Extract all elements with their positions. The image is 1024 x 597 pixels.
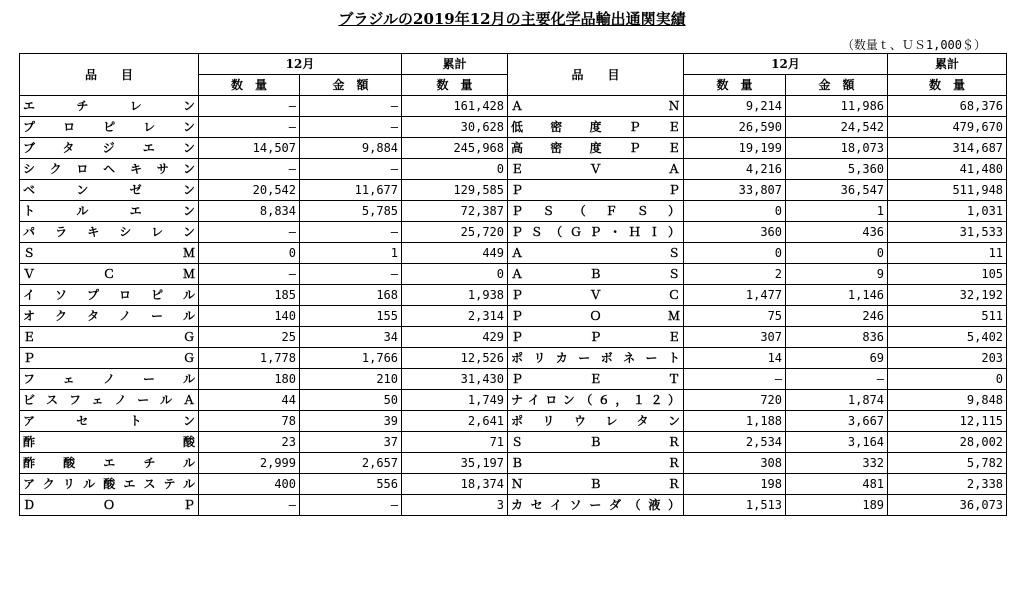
table-row	[20, 306, 1007, 327]
right-item-name: ＰＯＭ	[508, 306, 684, 327]
right-qty-cell: 2	[684, 264, 786, 285]
table-row	[20, 96, 1007, 117]
left-item-name: ＰＧ	[20, 348, 199, 369]
right-qty-cell: 33,807	[684, 180, 786, 201]
left-amt-cell: —	[300, 117, 402, 138]
left-cum-cell: 0	[402, 264, 508, 285]
left-item-name: イソプロピル	[20, 285, 199, 306]
table-row	[20, 348, 1007, 369]
right-item-name: ＢＲ	[508, 453, 684, 474]
left-cum-cell: 25,720	[402, 222, 508, 243]
right-cum-cell: 28,002	[888, 432, 1007, 453]
right-cum-cell: 31,533	[888, 222, 1007, 243]
right-amt-cell: 18,073	[786, 138, 888, 159]
table-row	[20, 390, 1007, 411]
right-item-name: ＰＳ（ＦＳ）	[508, 201, 684, 222]
right-item-name: ＡＢＳ	[508, 264, 684, 285]
left-amt-cell: 9,884	[300, 138, 402, 159]
left-qty-cell: 78	[199, 411, 300, 432]
left-amt-cell: 34	[300, 327, 402, 348]
left-amt-cell: 50	[300, 390, 402, 411]
left-item-name: 酢酸	[20, 432, 199, 453]
left-cum-cell: 2,314	[402, 306, 508, 327]
left-amt-cell: 39	[300, 411, 402, 432]
left-amt-cell: —	[300, 222, 402, 243]
header-qty-right: 数 量	[684, 75, 786, 96]
table-row	[20, 180, 1007, 201]
left-amt-cell: —	[300, 96, 402, 117]
right-qty-cell: 1,188	[684, 411, 786, 432]
header-cumulative-left: 累計	[402, 54, 508, 75]
left-qty-cell: 185	[199, 285, 300, 306]
left-item-name: 酢酸エチル	[20, 453, 199, 474]
right-cum-cell: 36,073	[888, 495, 1007, 516]
right-item-name: 低密度ＰＥ	[508, 117, 684, 138]
right-qty-cell: 1,477	[684, 285, 786, 306]
right-qty-cell: 9,214	[684, 96, 786, 117]
left-item-name: エチレン	[20, 96, 199, 117]
header-cum-qty-right: 数 量	[888, 75, 1007, 96]
left-qty-cell: 20,542	[199, 180, 300, 201]
right-amt-cell: 1,874	[786, 390, 888, 411]
left-item-name: パラキシレン	[20, 222, 199, 243]
right-amt-cell: 9	[786, 264, 888, 285]
right-item-name: ＳＢＲ	[508, 432, 684, 453]
right-qty-cell: 720	[684, 390, 786, 411]
right-item-name: ＰＰ	[508, 180, 684, 201]
left-cum-cell: 30,628	[402, 117, 508, 138]
right-item-name: ＮＢＲ	[508, 474, 684, 495]
right-cum-cell: 5,782	[888, 453, 1007, 474]
left-amt-cell: —	[300, 495, 402, 516]
right-cum-cell: 68,376	[888, 96, 1007, 117]
right-cum-cell: 0	[888, 369, 1007, 390]
right-item-name: カセイソーダ（液）	[508, 495, 684, 516]
left-amt-cell: 2,657	[300, 453, 402, 474]
right-amt-cell: 189	[786, 495, 888, 516]
left-cum-cell: 2,641	[402, 411, 508, 432]
left-amt-cell: 5,785	[300, 201, 402, 222]
right-item-name: ナイロン（６，１２）	[508, 390, 684, 411]
left-cum-cell: 1,749	[402, 390, 508, 411]
right-qty-cell: 75	[684, 306, 786, 327]
right-cum-cell: 5,402	[888, 327, 1007, 348]
right-cum-cell: 105	[888, 264, 1007, 285]
left-cum-cell: 12,526	[402, 348, 508, 369]
left-amt-cell: 168	[300, 285, 402, 306]
left-amt-cell: 1	[300, 243, 402, 264]
left-amt-cell: 1,766	[300, 348, 402, 369]
right-cum-cell: 203	[888, 348, 1007, 369]
left-qty-cell: 400	[199, 474, 300, 495]
header-qty-left: 数 量	[199, 75, 300, 96]
right-amt-cell: 24,542	[786, 117, 888, 138]
right-qty-cell: 14	[684, 348, 786, 369]
right-qty-cell: 308	[684, 453, 786, 474]
left-cum-cell: 3	[402, 495, 508, 516]
right-cum-cell: 2,338	[888, 474, 1007, 495]
right-amt-cell: 69	[786, 348, 888, 369]
left-qty-cell: 23	[199, 432, 300, 453]
left-qty-cell: 44	[199, 390, 300, 411]
left-cum-cell: 71	[402, 432, 508, 453]
right-cum-cell: 41,480	[888, 159, 1007, 180]
right-amt-cell: 481	[786, 474, 888, 495]
left-amt-cell: 11,677	[300, 180, 402, 201]
left-item-name: アセトン	[20, 411, 199, 432]
right-item-name: ポリウレタン	[508, 411, 684, 432]
left-item-name: プロピレン	[20, 117, 199, 138]
left-amt-cell: —	[300, 264, 402, 285]
left-qty-cell: 0	[199, 243, 300, 264]
left-amt-cell: 556	[300, 474, 402, 495]
right-item-name: ポリカーボネート	[508, 348, 684, 369]
table-row	[20, 243, 1007, 264]
left-cum-cell: 31,430	[402, 369, 508, 390]
right-cum-cell: 32,192	[888, 285, 1007, 306]
table-row	[20, 138, 1007, 159]
left-item-name: ＳＭ	[20, 243, 199, 264]
right-item-name: ＡＮ	[508, 96, 684, 117]
header-amount-right: 金 額	[786, 75, 888, 96]
header-item-right: 品 目	[508, 54, 684, 96]
left-cum-cell: 0	[402, 159, 508, 180]
left-qty-cell: —	[199, 222, 300, 243]
right-item-name: ＡＳ	[508, 243, 684, 264]
table-row	[20, 264, 1007, 285]
right-amt-cell: 3,667	[786, 411, 888, 432]
left-item-name: シクロヘキサン	[20, 159, 199, 180]
right-qty-cell: 19,199	[684, 138, 786, 159]
right-cum-cell: 1,031	[888, 201, 1007, 222]
right-cum-cell: 479,670	[888, 117, 1007, 138]
left-qty-cell: —	[199, 495, 300, 516]
right-qty-cell: —	[684, 369, 786, 390]
right-qty-cell: 1,513	[684, 495, 786, 516]
table-row	[20, 432, 1007, 453]
left-qty-cell: —	[199, 264, 300, 285]
right-qty-cell: 307	[684, 327, 786, 348]
right-amt-cell: 1,146	[786, 285, 888, 306]
right-amt-cell: 1	[786, 201, 888, 222]
right-cum-cell: 12,115	[888, 411, 1007, 432]
right-cum-cell: 511,948	[888, 180, 1007, 201]
table-row	[20, 159, 1007, 180]
left-qty-cell: 8,834	[199, 201, 300, 222]
left-cum-cell: 129,585	[402, 180, 508, 201]
right-qty-cell: 360	[684, 222, 786, 243]
table-body	[20, 96, 1007, 516]
right-cum-cell: 11	[888, 243, 1007, 264]
right-amt-cell: 332	[786, 453, 888, 474]
right-qty-cell: 198	[684, 474, 786, 495]
right-qty-cell: 26,590	[684, 117, 786, 138]
page-title-text: ブラジルの2019年12月の主要化学品輸出通関実績	[338, 10, 686, 28]
right-amt-cell: 246	[786, 306, 888, 327]
right-amt-cell: —	[786, 369, 888, 390]
table-row	[20, 201, 1007, 222]
left-amt-cell: 37	[300, 432, 402, 453]
left-qty-cell: 2,999	[199, 453, 300, 474]
left-item-name: ＥＧ	[20, 327, 199, 348]
left-item-name: トルエン	[20, 201, 199, 222]
right-qty-cell: 2,534	[684, 432, 786, 453]
header-item-left: 品 目	[20, 54, 199, 96]
right-cum-cell: 9,848	[888, 390, 1007, 411]
right-item-name: ＰＥＴ	[508, 369, 684, 390]
right-amt-cell: 3,164	[786, 432, 888, 453]
table-row	[20, 117, 1007, 138]
table-row	[20, 327, 1007, 348]
left-item-name: フェノール	[20, 369, 199, 390]
right-item-name: 高密度ＰＥ	[508, 138, 684, 159]
header-month-left: 12月	[199, 54, 402, 75]
left-amt-cell: 210	[300, 369, 402, 390]
left-cum-cell: 18,374	[402, 474, 508, 495]
right-amt-cell: 436	[786, 222, 888, 243]
table-row	[20, 411, 1007, 432]
table-row	[20, 222, 1007, 243]
left-item-name: オクタノール	[20, 306, 199, 327]
left-amt-cell: —	[300, 159, 402, 180]
left-cum-cell: 72,387	[402, 201, 508, 222]
header-cumulative-right: 累計	[888, 54, 1007, 75]
right-amt-cell: 5,360	[786, 159, 888, 180]
table-row	[20, 285, 1007, 306]
left-item-name: ＶＣＭ	[20, 264, 199, 285]
right-item-name: ＰＳ（ＧＰ・ＨＩ）	[508, 222, 684, 243]
page-title	[0, 8, 1024, 29]
right-qty-cell: 0	[684, 201, 786, 222]
right-qty-cell: 4,216	[684, 159, 786, 180]
right-amt-cell: 11,986	[786, 96, 888, 117]
left-qty-cell: 180	[199, 369, 300, 390]
left-cum-cell: 429	[402, 327, 508, 348]
header-cum-qty-left: 数 量	[402, 75, 508, 96]
unit-note: （数量ｔ、ＵＳ1,000＄）	[841, 38, 986, 52]
left-cum-cell: 245,968	[402, 138, 508, 159]
left-qty-cell: —	[199, 117, 300, 138]
table-row	[20, 474, 1007, 495]
table-row	[20, 495, 1007, 516]
right-item-name: ＰＶＣ	[508, 285, 684, 306]
table-row	[20, 453, 1007, 474]
header-amount-left: 金 額	[300, 75, 402, 96]
export-table	[19, 53, 1007, 516]
left-item-name: アクリル酸エステル	[20, 474, 199, 495]
left-amt-cell: 155	[300, 306, 402, 327]
left-qty-cell: 1,778	[199, 348, 300, 369]
left-item-name: ベンゼン	[20, 180, 199, 201]
right-amt-cell: 36,547	[786, 180, 888, 201]
left-item-name: ブタジエン	[20, 138, 199, 159]
right-amt-cell: 0	[786, 243, 888, 264]
left-item-name: ＤＯＰ	[20, 495, 199, 516]
right-cum-cell: 511	[888, 306, 1007, 327]
right-item-name: ＰＰＥ	[508, 327, 684, 348]
right-cum-cell: 314,687	[888, 138, 1007, 159]
right-qty-cell: 0	[684, 243, 786, 264]
left-qty-cell: 140	[199, 306, 300, 327]
right-item-name: ＥＶＡ	[508, 159, 684, 180]
left-qty-cell: 14,507	[199, 138, 300, 159]
left-cum-cell: 449	[402, 243, 508, 264]
left-item-name: ビスフェノールＡ	[20, 390, 199, 411]
left-cum-cell: 1,938	[402, 285, 508, 306]
header-month-right: 12月	[684, 54, 888, 75]
left-cum-cell: 161,428	[402, 96, 508, 117]
left-qty-cell: —	[199, 159, 300, 180]
left-qty-cell: 25	[199, 327, 300, 348]
table-row	[20, 369, 1007, 390]
right-amt-cell: 836	[786, 327, 888, 348]
left-cum-cell: 35,197	[402, 453, 508, 474]
left-qty-cell: —	[199, 96, 300, 117]
